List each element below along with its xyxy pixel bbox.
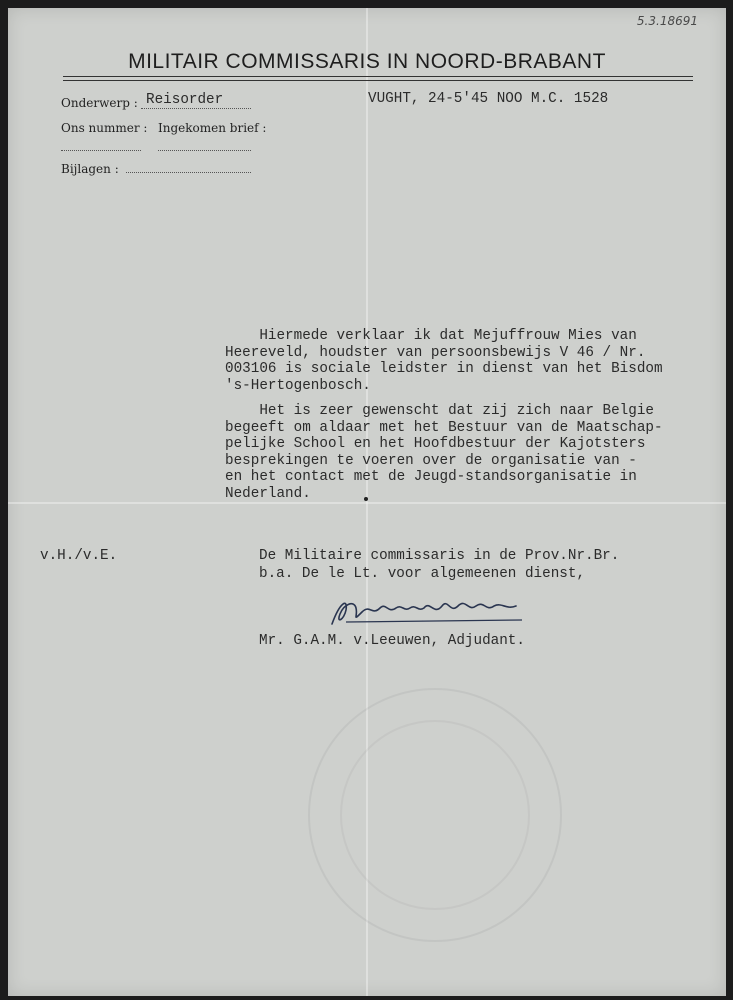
letter-page bbox=[8, 8, 726, 996]
onderwerp-label: Onderwerp : bbox=[61, 96, 138, 110]
bijlagen-line bbox=[126, 160, 251, 173]
letterhead-title: MILITAIR COMMISSARIS IN NOORD-BRABANT bbox=[128, 50, 606, 73]
ons-nummer-label: Ons nummer : bbox=[61, 121, 148, 135]
punch-mark bbox=[364, 497, 368, 501]
onderwerp-value: Reisorder bbox=[146, 92, 224, 108]
signatory: Mr. G.A.M. v.Leeuwen, Adjudant. bbox=[259, 633, 525, 649]
handwritten-signature bbox=[326, 594, 536, 630]
faded-stamp-inner-ring bbox=[340, 720, 530, 910]
ingekomen-brief-label: Ingekomen brief : bbox=[158, 121, 267, 135]
letterhead-rule-top bbox=[63, 76, 693, 77]
closing-line-1: De Militaire commissaris in de Prov.Nr.Br. bbox=[259, 548, 620, 564]
faded-stamp bbox=[308, 688, 562, 942]
body-paragraph-1: Hiermede verklaar ik dat Mejuffrouw Mies van Heereveld, houdster van persoonsbewijs V 46 / Nr. 003106 is sociale leidster in dienst van het Bisdom 's-Hertogenbosch. bbox=[225, 328, 663, 394]
body-paragraph-2: Het is zeer gewenscht dat zij zich naar Belgie begeeft om aldaar met het Bestuur van de Maatschap- pelijke School en het Hoofdbestuur der Kajotsters besprekingen te voeren over de organisatie van - en het contact met de Jeugd-standsorganisatie in Nederland. bbox=[225, 403, 663, 502]
closing-line-2: b.a. De le Lt. voor algemeenen dienst, bbox=[259, 566, 586, 582]
bijlagen-label: Bijlagen : bbox=[61, 162, 119, 176]
place-date: VUGHT, 24-5'45 NOO M.C. 1528 bbox=[368, 91, 609, 107]
archive-number: 5.3.18691 bbox=[636, 14, 698, 28]
ons-nummer-line bbox=[61, 138, 141, 151]
initials: v.H./v.E. bbox=[40, 548, 118, 564]
ingekomen-line bbox=[158, 138, 251, 151]
letterhead-rule-bottom bbox=[63, 80, 693, 81]
